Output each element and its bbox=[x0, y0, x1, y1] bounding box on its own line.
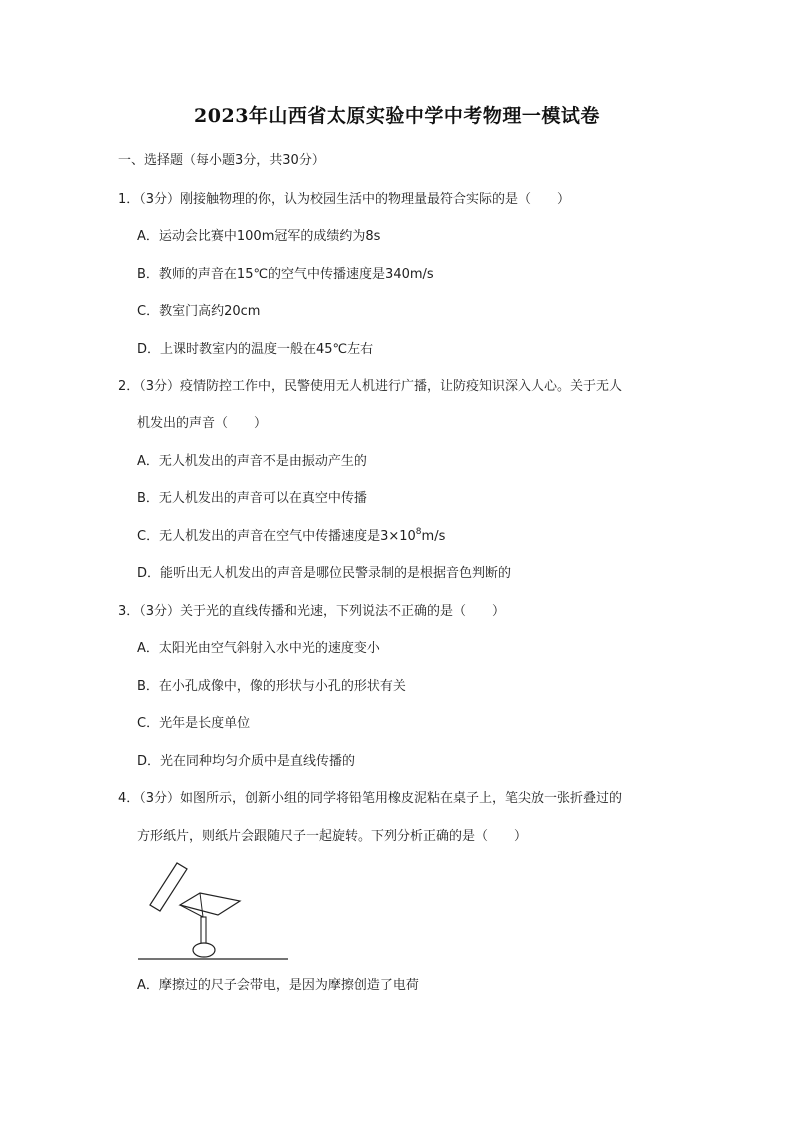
question-2-option-d: D．能听出无人机发出的声音是哪位民警录制的是根据音色判断的 bbox=[137, 566, 512, 581]
question-2-option-c-unit: m/s bbox=[421, 529, 446, 544]
question-4-stem: 4．（3分）如图所示，创新小组的同学将铅笔用橡皮泥粘在桌子上，笔尖放一张折叠过的 bbox=[118, 791, 623, 806]
question-3-option-a: A．太阳光由空气斜射入水中光的速度变小 bbox=[137, 641, 380, 656]
question-2-option-c-text: C．无人机发出的声音在空气中传播速度是3×10 bbox=[137, 529, 416, 544]
question-4-option-a: A．摩擦过的尺子会带电，是因为摩擦创造了电荷 bbox=[137, 978, 419, 993]
question-1-option-b: B．教师的声音在15℃的空气中传播速度是340m/s bbox=[137, 267, 434, 282]
question-1-option-d: D．上课时教室内的温度一般在45℃左右 bbox=[137, 342, 374, 357]
ruler-pencil-figure bbox=[130, 855, 295, 970]
question-2-stem-continued: 机发出的声音（ ） bbox=[137, 416, 268, 431]
question-1-option-a: A．运动会比赛中100m冠军的成绩约为8s bbox=[137, 229, 381, 244]
question-4-stem-continued: 方形纸片，则纸片会跟随尺子一起旋转。下列分析正确的是（ ） bbox=[137, 829, 528, 844]
question-3-option-d: D．光在同种均匀介质中是直线传播的 bbox=[137, 754, 356, 769]
question-2-option-b: B．无人机发出的声音可以在真空中传播 bbox=[137, 491, 367, 506]
exam-title: 2023年山西省太原实验中学中考物理一模试卷 bbox=[194, 105, 600, 127]
paper-shape bbox=[180, 893, 240, 915]
question-2-stem: 2．（3分）疫情防控工作中，民警使用无人机进行广播，让防疫知识深入人心。关于无人 bbox=[118, 379, 623, 394]
question-3-stem: 3．（3分）关于光的直线传播和光速，下列说法不正确的是（ ） bbox=[118, 604, 506, 619]
section-heading: 一、选择题（每小题3分，共30分） bbox=[118, 153, 325, 168]
question-1-option-c: C．教室门高约20cm bbox=[137, 304, 261, 319]
question-3-option-c: C．光年是长度单位 bbox=[137, 716, 251, 731]
question-2-option-c-exponent: 8 bbox=[415, 527, 422, 537]
question-2-option-a: A．无人机发出的声音不是由振动产生的 bbox=[137, 454, 367, 469]
question-2-option-c bbox=[137, 528, 445, 546]
clay-shape bbox=[193, 943, 215, 957]
question-1-stem: 1．（3分）刚接触物理的你，认为校园生活中的物理量最符合实际的是（ ） bbox=[118, 192, 571, 207]
question-3-option-b: B．在小孔成像中，像的形状与小孔的形状有关 bbox=[137, 679, 406, 694]
